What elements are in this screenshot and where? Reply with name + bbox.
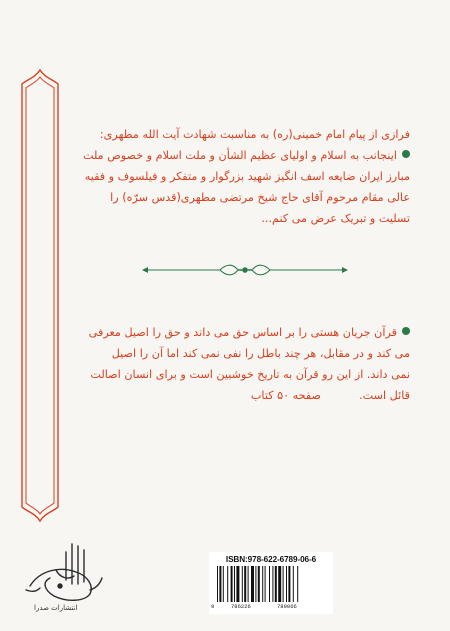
calligraphy-emblem-icon: [20, 540, 106, 612]
quote1-line: تسلیت و تبریک عرض می کنم...: [261, 212, 410, 225]
publisher-name: انتشارات صدرا: [34, 604, 78, 612]
book-excerpt: [62, 322, 410, 406]
quote2-line: نمی داند. از این رو قرآن به تاریخ خوشبین است و برای انسان اصالت: [90, 368, 410, 381]
quote1-heading: فرازی از پیام امام خمینی(ره) به مناسبت شهادت آیت الله مطهری:: [99, 128, 410, 141]
quote2-line: می کند و در مقابل، هر چند باطل را نفی نمی کند اما آن را اصیل: [111, 347, 410, 360]
barcode-digits-right: 789066: [277, 603, 297, 610]
isbn-label: ISBN:978-622-6789-06-6: [225, 555, 317, 564]
bullet-icon: [402, 327, 410, 335]
isbn-barcode: [209, 552, 333, 614]
quote2-line: قرآن جریان هستی را بر اساس حق می داند و حق را اصیل معرفی: [62, 322, 410, 343]
barcode-digits-left: 786226: [231, 603, 251, 610]
barcode-digit-prefix: 9: [211, 603, 215, 610]
ornamental-divider-icon: [140, 262, 350, 278]
imam-khomeini-quote: [62, 124, 410, 229]
quote1-line: مبارز ایران ضایعه اسف انگیز شهید بزرگوار و متفکر و فیلسوف و فقیه: [84, 170, 410, 183]
quote1-line: اینجانب به اسلام و اولیای عظیم الشأن و ملت اسلام و خصوص ملت: [62, 145, 410, 166]
bullet-icon: [402, 150, 410, 158]
page-reference: صفحه ۵۰ کتاب: [250, 389, 322, 402]
decorative-frame: [20, 68, 60, 523]
quote1-line: عالی مقام مرحوم آقای حاج شیخ مرتضی مطهری(قدس سرّه) را: [110, 191, 410, 204]
quote2-line: قائل است.صفحه ۵۰ کتاب: [250, 389, 410, 402]
barcode-bars: [215, 566, 327, 602]
